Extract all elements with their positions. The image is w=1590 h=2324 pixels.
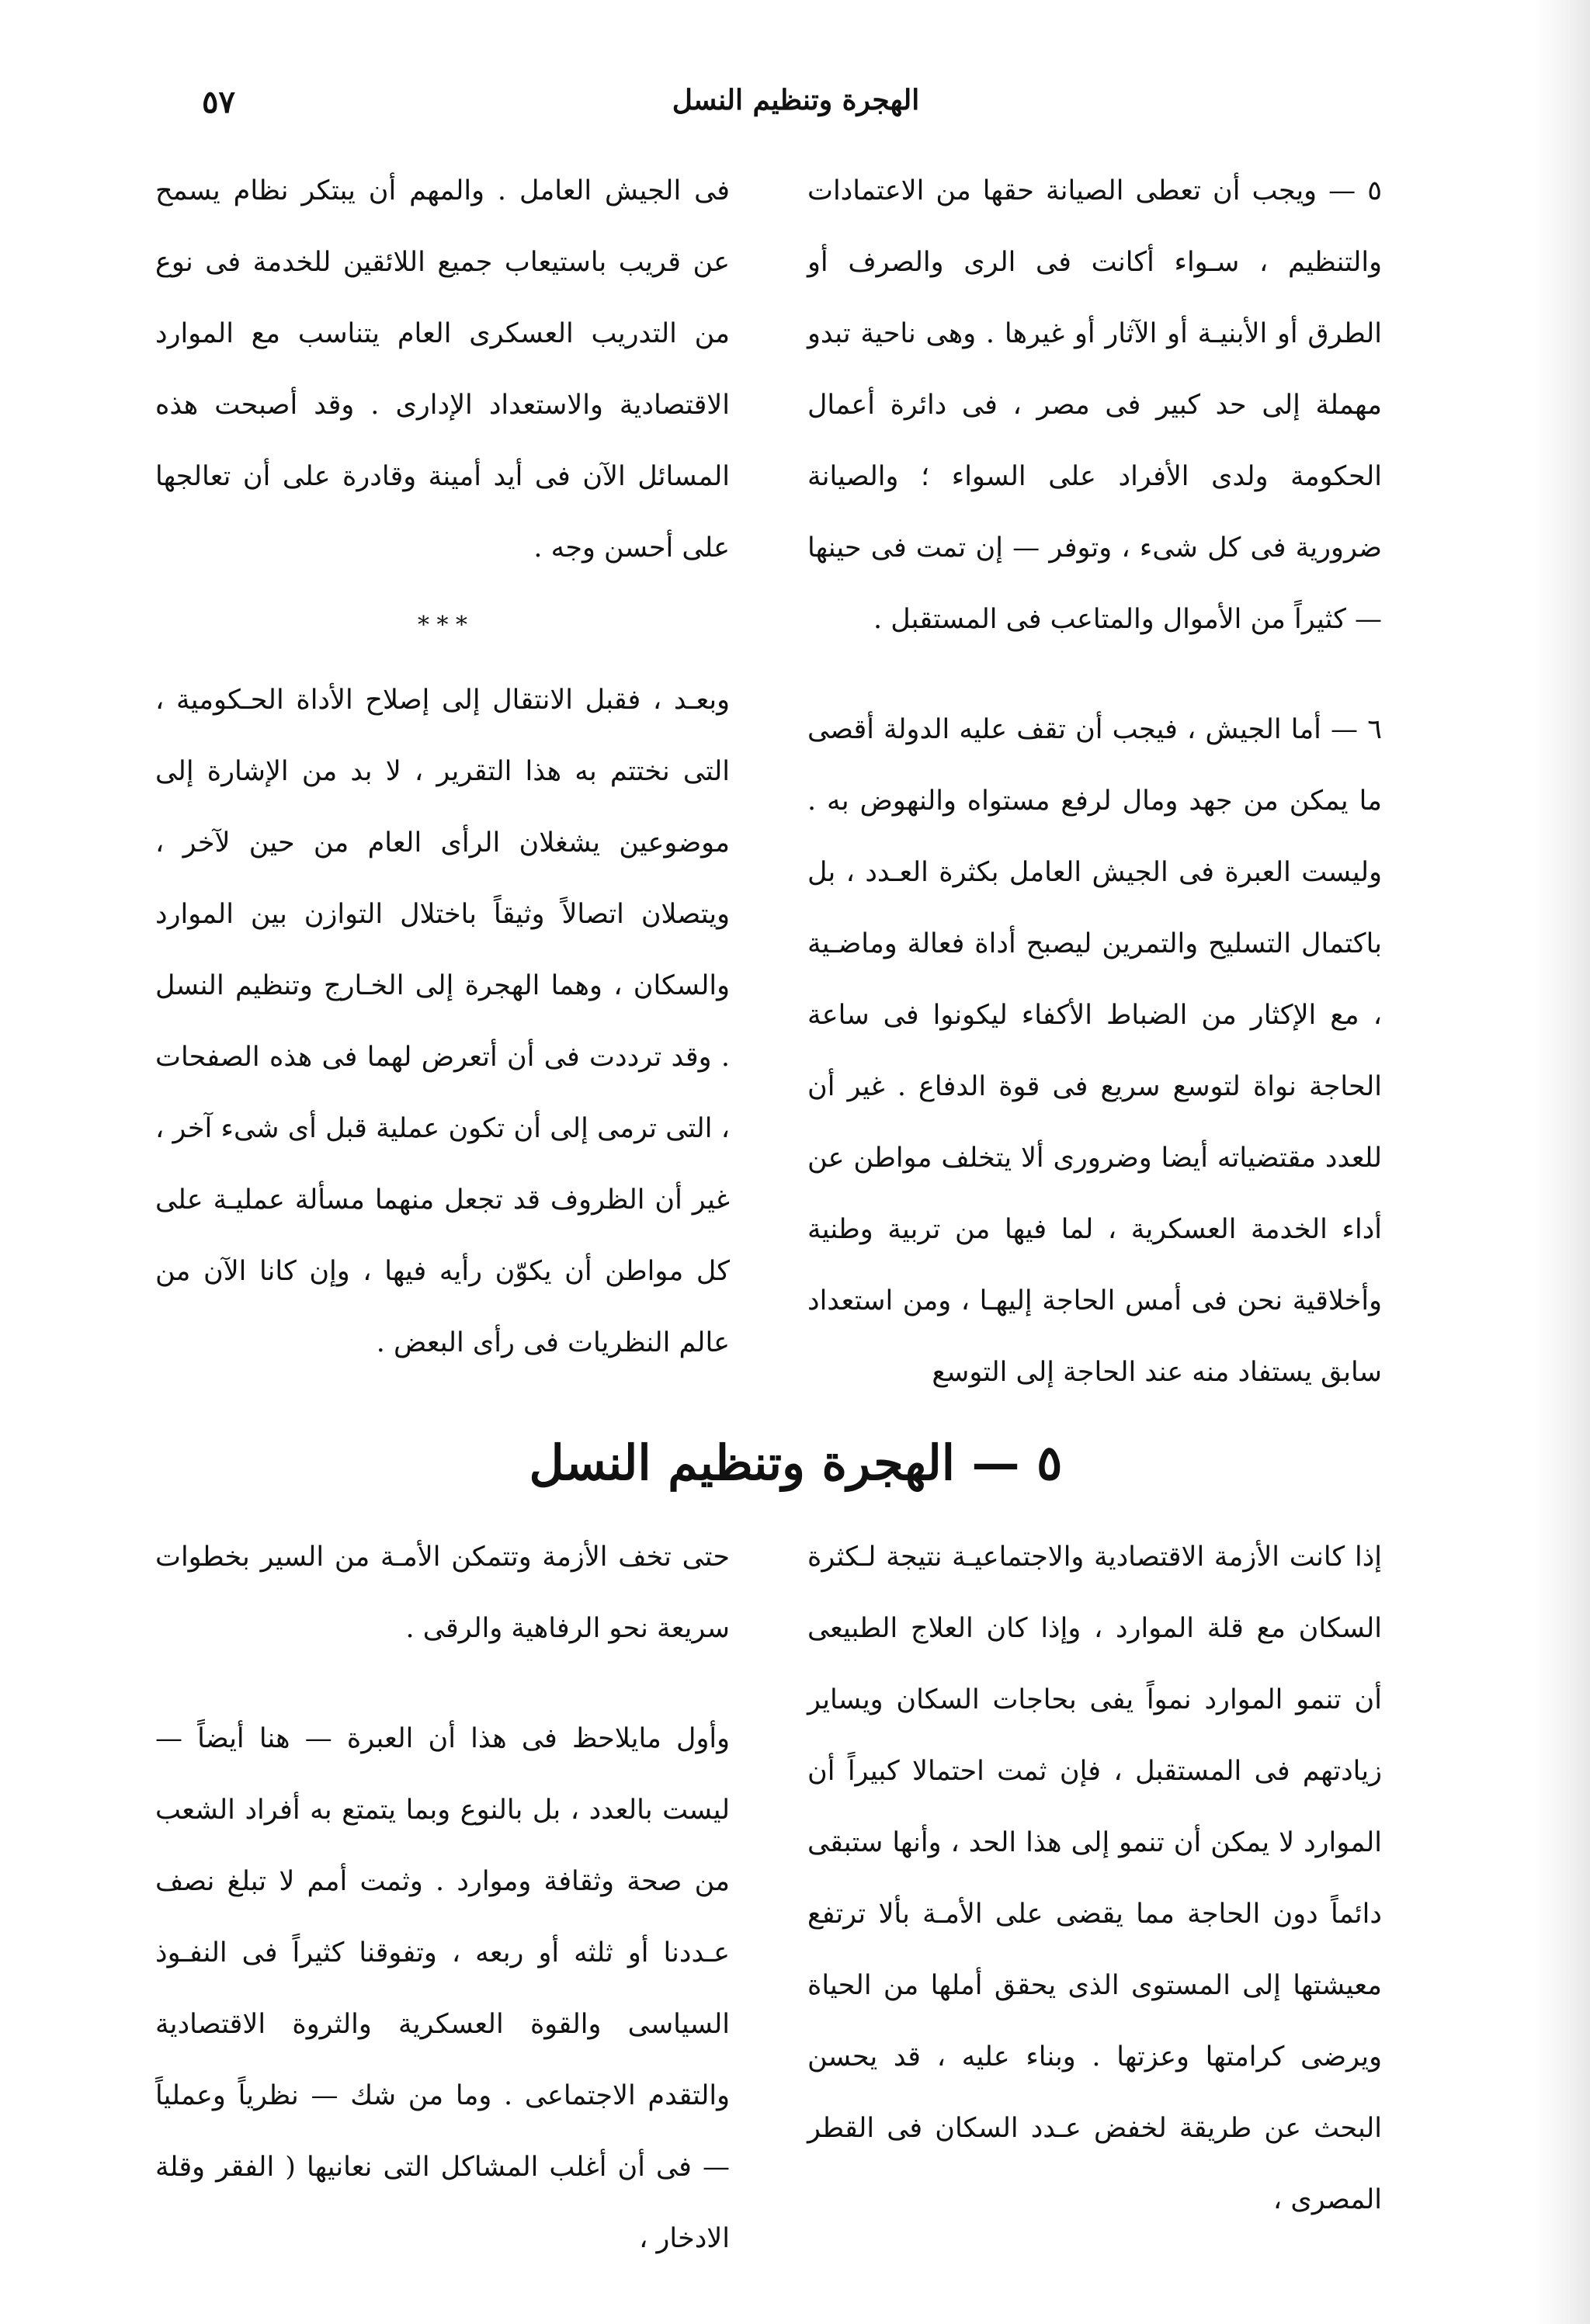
- bottom-left-column: [155, 1521, 730, 2274]
- paragraph-population-continued: حتى تخف الأزمة وتتمكن الأمـة من السير بخطوات سريعة نحو الرفاهية والرقى .: [155, 1542, 730, 1644]
- running-title: الهجرة وتنظيم النسل: [672, 84, 920, 116]
- top-right-column: [807, 155, 1382, 1408]
- page-edge-shadow: [1536, 0, 1590, 2324]
- paragraph-army-continued: فى الجيش العامل . والمهم أن يبتكر نظام يسمح عن قريب باستيعاب جميع اللائقين للخدمة فى نوع من التدريب العسكرى العام يتناسب مع الموارد الاقتصادية والاستعداد الإدارى . وقد أصبحت هذه المسائل الآن فى أيد أمينة وقادرة على أن تعالجها على أحسن وجه .: [155, 175, 730, 564]
- paragraph-transition: وبعـد ، فقبل الانتقال إلى إصلاح الأداة الحـكومية ، التى نختتم به هذا التقرير ، لا بد من الإشارة إلى موضوعين يشغلان الرأى العام من حين لآخر ، ويتصلان اتصالاً وثيقاً باختلال التوازن بين الموارد والسكان ، وهما الهجرة إلى الخـارج وتنظيم النسل . وقد ترددت فى أن أتعرض لهما فى هذه الصفحات ، التى ترمى إلى أن تكون عملية قبل أى شىء آخر ، غير أن الظروف قد تجعل منهما مسألة عمليـة على كل مواطن أن يكوّن رأيه فيها ، وإن كانا الآن من عالم النظريات فى رأى البعض .: [155, 685, 730, 1358]
- bottom-right-column: [807, 1521, 1382, 2236]
- running-header: [202, 84, 1390, 130]
- paragraph-quality-not-number: وأول مايلاحظ فى هذا أن العبرة — هنا أيضاً — ليست بالعدد ، بل بالنوع وبما يتمتع به أفراد الشعب من صحة وثقافة وموارد . وثمت أمم لا تبلغ نصف عـددنا أو ثلثه أو ربعه ، وتفوقنا كثيراً فى النفـوذ السياسى والقوة العسكرية والثروة الاقتصادية والتقدم الاجتماعى . وما من شك — نظرياً وعملياً — فى أن أغلب المشاكل التى نعانيها ( الفقر وقلة الادخار ،: [155, 1723, 730, 2254]
- paragraph-population-crisis: إذا كانت الأزمة الاقتصادية والاجتماعيـة نتيجة لـكثرة السكان مع قلة الموارد ، وإذا كان العلاج الطبيعى أن تنمو الموارد نمواً يفى بحاجات السكان ويساير زيادتهم فى المستقبل ، فإن ثمت احتمالا كبيراً أن الموارد لا يمكن أن تنمو إلى هذا الحد ، وأنها ستبقى دائماً دون الحاجة مما يقضى على الأمـة بألا ترتفع معيشتها إلى المستوى الذى يحقق أملها من الحياة ويرضى كرامتها وعزتها . وبناء عليه ، قد يحسن البحث عن طريقة لخفض عـدد السكان فى القطر المصرى ،: [807, 1542, 1382, 2215]
- paragraph-army: ٦ — أما الجيش ، فيجب أن تقف عليه الدولة أقصى ما يمكن من جهد ومال لرفع مستواه والنهوض به . وليست العبرة فى الجيش العامل بكثرة العـدد ، بل باكتمال التسليح والتمرين ليصبح أداة فعالة وماضـية ، مع الإكثار من الضباط الأكفاء ليكونوا فى ساعة الحاجة نواة لتوسع سريع فى قوة الدفاع . غير أن للعدد مقتضياته أيضا وضرورى ألا يتخلف مواطن عن أداء الخدمة العسكرية ، لما فيها من تربية وطنية وأخلاقية نحن فى أمس الحاجة إليهـا ، ومن استعداد سابق يستفاد منه عند الحاجة إلى التوسع: [807, 714, 1382, 1388]
- top-left-column: [155, 155, 730, 1379]
- page-number: ٥٧: [202, 84, 235, 120]
- section-separator: * * *: [417, 612, 468, 639]
- paragraph-maintenance: ٥ — ويجب أن تعطى الصيانة حقها من الاعتمادات والتنظيم ، سـواء أكانت فى الرى والصرف أو الطرق أو الأبنيـة أو الآثار أو غيرها . وهى ناحية تبدو مهملة إلى حد كبير فى مصر ، فى دائرة أعمال الحكومة ولدى الأفراد على السواء ؛ والصيانة ضرورية فى كل شىء ، وتوفر — إن تمت فى حينها — كثيراً من الأموال والمتاعب فى المستقبل .: [807, 175, 1382, 635]
- section-heading: ٥ — الهجرة وتنظيم النسل: [529, 1434, 1063, 1491]
